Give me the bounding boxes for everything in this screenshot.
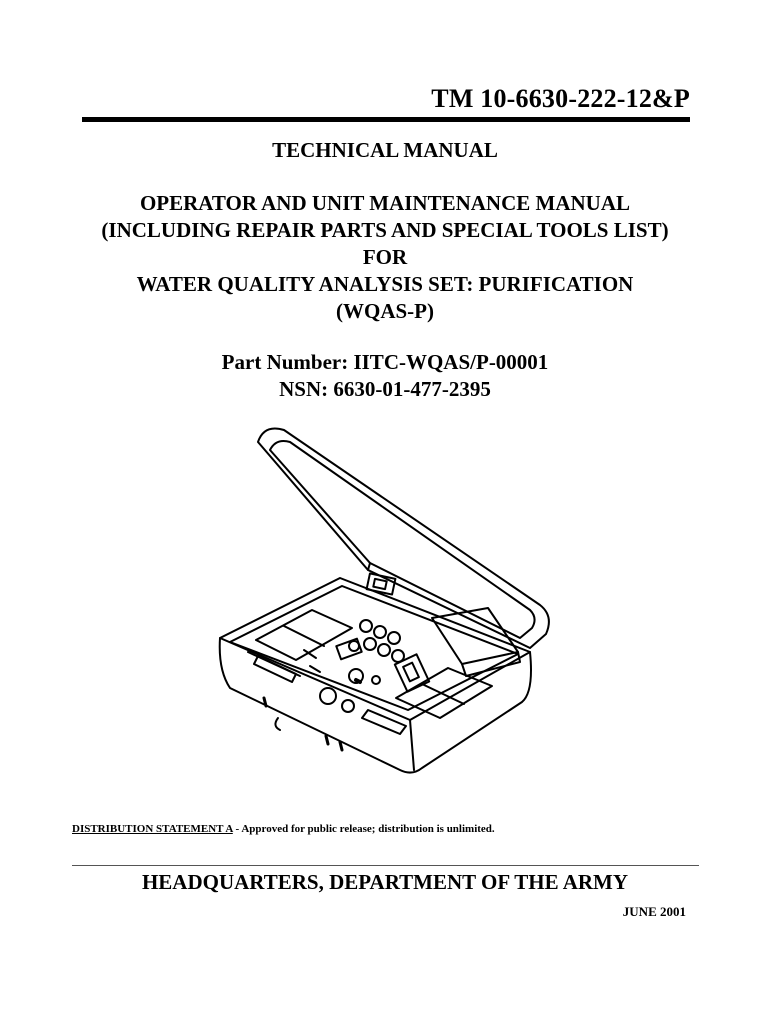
bottom-rule [72, 865, 699, 866]
title-line-4: WATER QUALITY ANALYSIS SET: PURIFICATION [136, 272, 634, 296]
publication-date: JUNE 2001 [622, 904, 686, 919]
title-line-2: (INCLUDING REPAIR PARTS AND SPECIAL TOOLS LIST) [101, 218, 669, 242]
open-equipment-case-illustration [200, 420, 560, 785]
top-rule [82, 117, 690, 122]
distribution-statement [72, 823, 495, 835]
title-line-1: OPERATOR AND UNIT MAINTENANCE MANUAL [139, 191, 631, 215]
tm-number: TM 10-6630-222-12&P [431, 84, 690, 113]
nsn: NSN: 6630-01-477-2395 [279, 377, 491, 401]
title-line-5: (WQAS-P) [336, 299, 434, 323]
distribution-text: - Approved for public release; distribution is unlimited. [232, 823, 495, 835]
title-line-3: FOR [362, 245, 408, 269]
identification [0, 349, 770, 403]
manual-title [0, 190, 770, 325]
part-number: Part Number: IITC-WQAS/P-00001 [221, 350, 549, 374]
headquarters: HEADQUARTERS, DEPARTMENT OF THE ARMY [141, 870, 629, 894]
manual-type: TECHNICAL MANUAL [272, 138, 498, 162]
distribution-label: DISTRIBUTION STATEMENT A [72, 823, 233, 835]
